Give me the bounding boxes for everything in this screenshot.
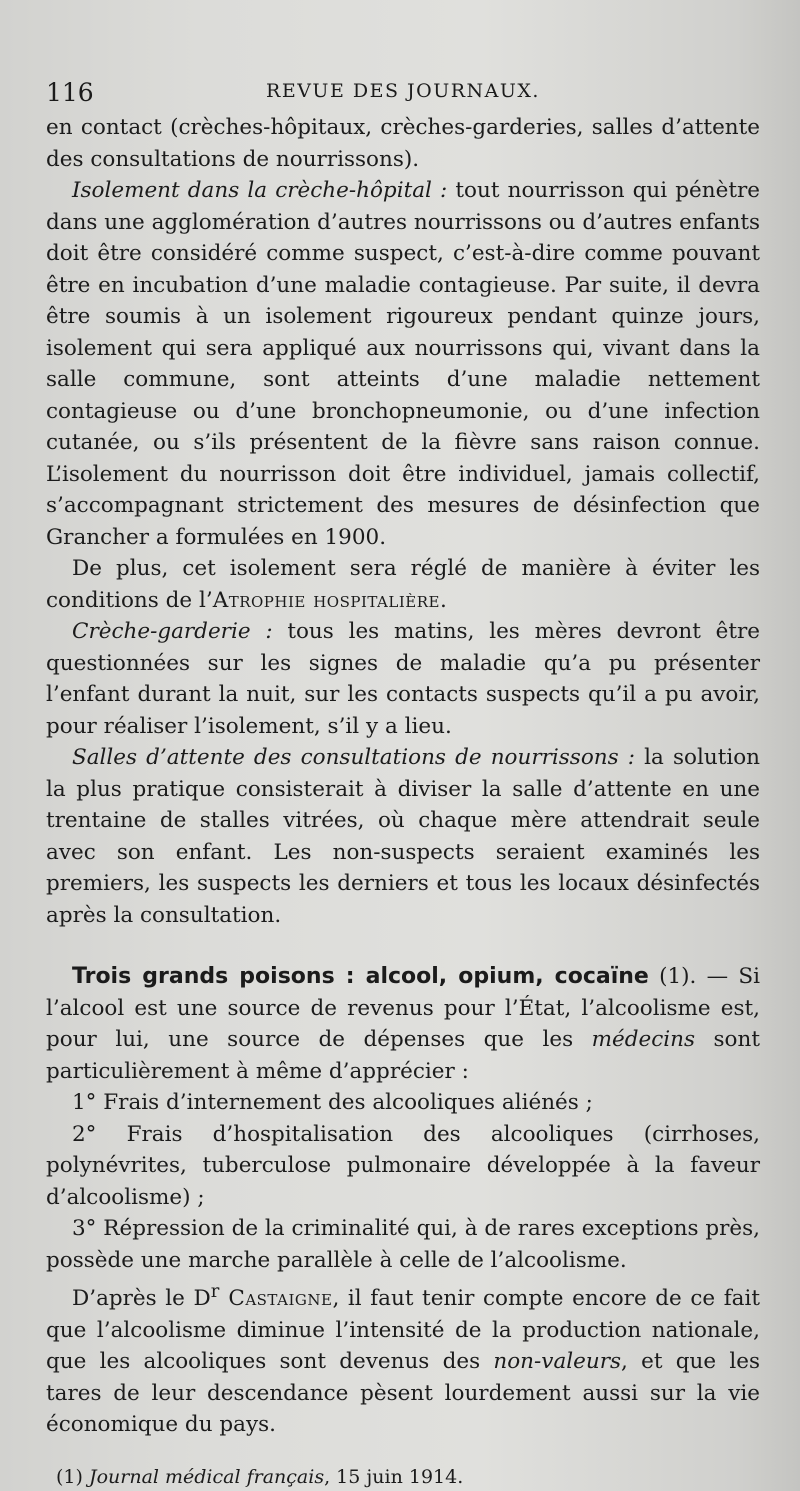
paragraph-trois-poisons: Trois grands poisons : alcool, opium, cocaïne (1). — Si l’alcool est une source de revenus pour l’État, l’alcoolisme est, pour lui, une source de dépenses que les médecins sont particulièrement à même d’apprécier : <box>46 964 761 1084</box>
list-item: 1° Frais d’internement des alcooliques aliénés ; <box>72 1090 593 1115</box>
paragraph-isolement: Isolement dans la crèche-hôpital : tout nourrisson qui pénètre dans une agglomération d’autres nourrissons ou d’autres enfants doit être considéré comme suspect, c’est-à-dire comme pouvant être en incubation d’une maladie contagieuse. Par suite, il devra être soumis à un isolement rigoureux pendant quinze jours, isolement qui sera appliqué aux nourrissons qui, vivant dans la salle commune, sont atteints d’une maladie nettement contagieuse ou d’une bronchopneumonie, ou d’une infection cutanée, ou s’ils présentent de la fièvre sans raison connue. L’isolement du nourrisson doit être individuel, jamais collectif, s’accompagnant strictement des mesures de désinfection que Grancher a formulées en 1900. <box>46 178 760 550</box>
running-head: REVUE DES JOURNAUX. <box>266 80 540 102</box>
page-number: 116 <box>46 78 94 107</box>
subheading-creche-garderie: Crèche-garderie : <box>72 619 273 644</box>
author-name: Castaigne <box>219 1286 333 1312</box>
footnote-journal: Journal médical français <box>88 1465 325 1488</box>
section-gap <box>46 931 760 961</box>
paragraph-continuation: en contact (crèches-hôpitaux, crèches-garderies, salles d’attente des consultations de nourrissons). <box>46 115 760 172</box>
term-atrophie: Atrophie hospitalière <box>212 587 440 613</box>
footnote-ref: (1). <box>648 964 697 989</box>
list-item: 2° Frais d’hospitalisation des alcooliques (cirrhoses, polynévrites, tuberculose pulmonaire développée à la faveur d’alcoolisme) ; <box>46 1121 760 1210</box>
section-heading: Trois grands poisons : alcool, opium, cocaïne <box>72 964 649 989</box>
paragraph-creche-garderie: Crèche-garderie : tous les matins, les mères devront être questionnées sur les signes de maladie qu’a pu présenter l’enfant durant la nuit, sur les contacts suspects qu’il a pu avoir, pour réaliser l’isolement, s’il y a lieu. <box>46 619 760 739</box>
paragraph-castaigne: D’après le $D^r$ Castaigne, il faut tenir compte encore de ce fait que l’alcoolisme diminue l’intensité de la production nationale, que les alcooliques sont devenus des non-valeurs, et que les tares de leur descendance pèsent lourdement aussi sur la vie économique du pays. <box>46 1281 760 1438</box>
page-header <box>46 72 760 112</box>
paragraph-salles-attente: Salles d’attente des consultations de nourrissons : la solution la plus pratique consisterait à diviser la salle d’attente en une trentaine de stalles vitrées, où chaque mère attendrait seule avec son enfant. Les non-suspects seraient examinés les premiers, les suspects les derniers et tous les locaux désinfectés après la consultation. <box>46 745 760 928</box>
list-item: 3° Répression de la criminalité qui, à de rares exceptions près, possède une marche parallèle à celle de l’alcoolisme. <box>46 1216 760 1273</box>
paragraph-de-plus: De plus, cet isolement sera réglé de manière à éviter les conditions de l’Atrophie hospitalière. <box>46 556 760 613</box>
subheading-isolement: Isolement dans la crèche-hôpital : <box>72 178 448 203</box>
subheading-salles-attente: Salles d’attente des consultations de nourrissons : <box>72 745 636 770</box>
footnote: (1) Journal médical français, 15 juin 1914. <box>56 1465 464 1488</box>
footnote-gap <box>46 1441 760 1463</box>
